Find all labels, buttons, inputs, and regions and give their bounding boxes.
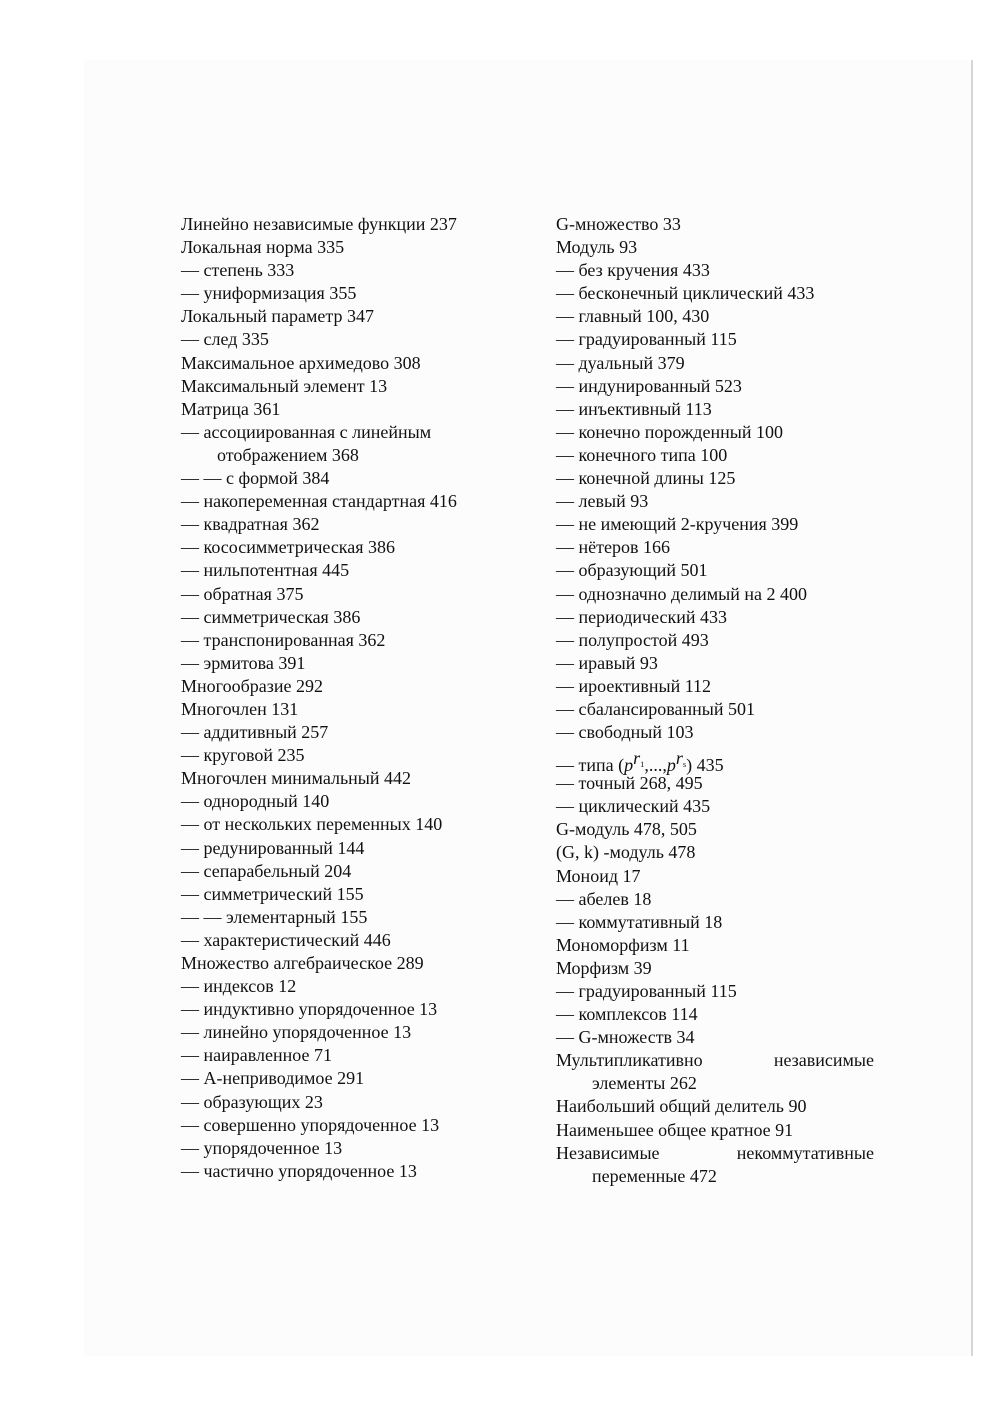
index-entry: — конечного типа 100 xyxy=(556,444,728,465)
index-column-left xyxy=(181,213,516,1183)
index-entry: Локальный параметр 347 xyxy=(181,306,375,327)
index-entry: — редунированный 144 xyxy=(181,837,365,858)
index-entry: — полупростой 493 xyxy=(556,629,709,650)
index-entry: — характеристический 446 xyxy=(181,929,391,950)
index-entry: — частично упорядоченное 13 xyxy=(181,1160,417,1181)
index-entry: — униформизация 355 xyxy=(181,283,357,304)
type-prefix: — типа xyxy=(556,755,614,776)
index-entry-continuation: переменные 472 xyxy=(592,1165,717,1186)
index-entry: — след 335 xyxy=(181,329,269,350)
index-entry: Многочлен минимальный 442 xyxy=(181,768,412,789)
formula-open-paren: ( xyxy=(618,755,625,776)
index-entry: — главный 100, 430 xyxy=(556,306,710,327)
index-entry: — упорядоченное 13 xyxy=(181,1137,343,1158)
index-entry: — сбалансированный 501 xyxy=(556,698,755,719)
index-entry: — индексов 12 xyxy=(181,976,297,997)
index-entry: — конечной длины 125 xyxy=(556,468,736,489)
index-entry: — инъективный 113 xyxy=(556,398,712,419)
index-entry: — обратная 375 xyxy=(181,583,304,604)
index-entry: — степень 333 xyxy=(181,260,295,281)
index-entry: Наибольший общий делитель 90 xyxy=(556,1096,807,1117)
index-entry: — периодический 433 xyxy=(556,606,728,627)
index-entry: — градуированный 115 xyxy=(556,329,737,350)
index-entry: — индунированный 523 xyxy=(556,375,742,396)
justified-word-1: Независимые xyxy=(556,1142,660,1163)
index-entry: — не имеющий 2-кручения 399 xyxy=(556,514,799,535)
index-entry: — образующий 501 xyxy=(556,560,708,581)
index-entry: — симметрическая 386 xyxy=(181,606,361,627)
index-entry: Матрица 361 xyxy=(181,398,281,419)
formula-close-paren: ) xyxy=(686,755,693,776)
index-entry: — иравый 93 xyxy=(556,652,658,673)
index-entry: Мономорфизм 11 xyxy=(556,934,690,955)
index-entry: — транспонированная 362 xyxy=(181,629,386,650)
index-entry-justified xyxy=(556,1142,874,1165)
index-entry: Моноид 17 xyxy=(556,865,641,886)
formula-p1: p xyxy=(624,755,634,776)
index-entry: — аддитивный 257 xyxy=(181,722,329,743)
index-entry: Морфизм 39 xyxy=(556,957,652,978)
justified-word-2: независимые xyxy=(773,1050,874,1071)
index-entry: — совершенно упорядоченное 13 xyxy=(181,1114,440,1135)
index-entry: — ассоциированная с линейным xyxy=(181,421,432,442)
index-entry: — без кручения 433 xyxy=(556,260,710,281)
index-entry: — А-неприводимое 291 xyxy=(181,1068,365,1089)
index-entry: — левый 93 xyxy=(556,491,649,512)
index-entry: — симметрический 155 xyxy=(181,883,364,904)
index-entry: — накопеременная стандартная 416 xyxy=(181,491,457,512)
index-entry: — градуированный 115 xyxy=(556,981,737,1001)
justified-word-1: Мультипликативно xyxy=(556,1050,703,1071)
index-entry: — дуальный 379 xyxy=(556,352,685,373)
index-entry-module-type xyxy=(556,744,874,776)
index-entry: — кососимметрическая 386 xyxy=(181,537,396,558)
index-entry: — свободный 103 xyxy=(556,722,694,743)
index-entry: — эрмитова 391 xyxy=(181,652,306,673)
index-entry: — однозначно делимый на 2 400 xyxy=(556,583,807,604)
formula-p2: p xyxy=(666,755,676,776)
index-entry: Максимальный элемент 13 xyxy=(181,375,388,396)
index-entry: — абелев 18 xyxy=(556,888,652,909)
type-page: 435 xyxy=(696,755,724,776)
index-entry: — точный 268, 495 xyxy=(556,773,703,794)
index-entry-continuation: отображением 368 xyxy=(217,444,359,465)
index-entry: — квадратная 362 xyxy=(181,514,320,535)
index-entry: — наиравленное 71 xyxy=(181,1045,332,1066)
index-entry: Модуль 93 xyxy=(556,237,638,258)
index-column-right xyxy=(556,213,874,1188)
index-entry: — бесконечный циклический 433 xyxy=(556,283,815,304)
page-edge xyxy=(971,60,973,1356)
index-entry-continuation: элементы 262 xyxy=(592,1073,697,1094)
index-entry: — сепарабельный 204 xyxy=(181,860,352,881)
formula-exp2: rs xyxy=(675,748,687,770)
index-entry: G-множество 33 xyxy=(556,214,681,234)
index-entry: — — с формой 384 xyxy=(181,468,330,489)
index-entry: Линейно независимые функции 237 xyxy=(181,214,457,234)
index-entry: Многочлен 131 xyxy=(181,698,299,719)
index-entry: — циклический 435 xyxy=(556,796,711,817)
index-entry: — круговой 235 xyxy=(181,745,305,766)
index-entry: — однородный 140 xyxy=(181,791,330,812)
index-entry: — комплексов 114 xyxy=(556,1004,698,1025)
formula-dots: ,..., xyxy=(644,755,667,776)
index-entry: Наименьшее общее кратное 91 xyxy=(556,1119,794,1140)
index-entry: Множество алгебраическое 289 xyxy=(181,953,424,973)
index-entry: — конечно порожденный 100 xyxy=(556,421,783,442)
index-entry: — от нескольких переменных 140 xyxy=(181,814,443,835)
index-entry: — линейно упорядоченное 13 xyxy=(181,1022,412,1043)
index-entry: Максимальное архимедово 308 xyxy=(181,352,421,373)
index-entry: — — элементарный 155 xyxy=(181,906,368,927)
index-entry: G-модуль 478, 505 xyxy=(556,819,697,840)
index-entry: — нильпотентная 445 xyxy=(181,560,350,581)
index-entry: — индуктивно упорядоченное 13 xyxy=(181,999,438,1020)
index-entry: — ироективный 112 xyxy=(556,675,712,696)
formula-exp1: r1 xyxy=(633,748,645,770)
index-entry: — коммутативный 18 xyxy=(556,911,723,932)
index-entry: Локальная норма 335 xyxy=(181,237,345,258)
index-entry-justified xyxy=(556,1049,874,1072)
index-entry: Многообразие 292 xyxy=(181,675,323,696)
justified-word-2: некоммутативные xyxy=(736,1142,874,1163)
index-entry: — нётеров 166 xyxy=(556,537,670,558)
index-entry: — образующих 23 xyxy=(181,1091,323,1112)
index-entry: (G, k) -модуль 478 xyxy=(556,842,696,863)
index-entry: — G-множеств 34 xyxy=(556,1027,695,1048)
